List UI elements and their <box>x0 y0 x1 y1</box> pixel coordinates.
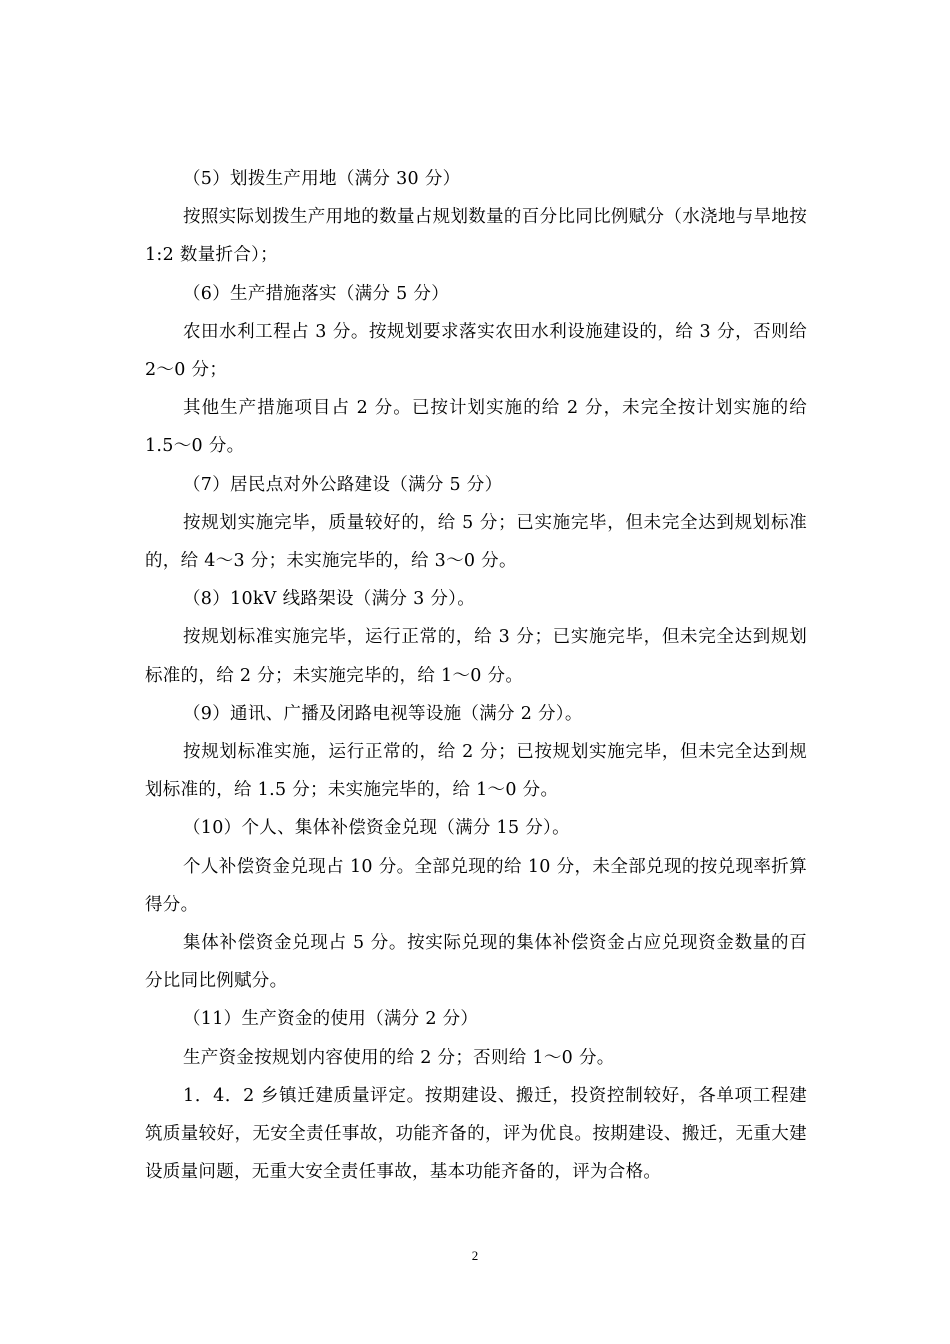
heading-item-5: （5）划拨生产用地（满分 30 分） <box>183 169 461 189</box>
paragraph: 按规划标准实施，运行正常的，给 2 分；已按规划实施完毕，但未完全达到规划标准的，给 1.5 分；未实施完毕的，给 1～0 分。 <box>145 742 807 801</box>
paragraph: 农田水利工程占 3 分。按规划要求落实农田水利设施建设的，给 3 分，否则给 2～0 分； <box>145 321 807 381</box>
section-paragraph: 1．4．2 乡镇迁建质量评定。按期建设、搬迁，投资控制较好，各单项工程建筑质量较好，无安全责任事故，功能齐备的，评为优良。按期建设、搬迁，无重大建设质量问题，无重大安全责任事故，基本功能齐备的，评为合格。 <box>145 1085 807 1183</box>
heading-item-7: （7）居民点对外公路建设（满分 5 分） <box>183 474 503 495</box>
paragraph: 按照实际划拨生产用地的数量占规划数量的百分比同比例赋分（水浇地与旱地按 1:2 数量折合）； <box>145 207 807 266</box>
heading-item-9: （9）通讯、广播及闭路电视等设施（满分 2 分）。 <box>183 703 583 724</box>
paragraph: 其他生产措施项目占 2 分。已按计划实施的给 2 分，未完全按计划实施的给 1.5～0 分。 <box>145 398 807 457</box>
heading-item-11: （11）生产资金的使用（满分 2 分） <box>183 1009 479 1030</box>
paragraph: 生产资金按规划内容使用的给 2 分；否则给 1～0 分。 <box>183 1047 615 1068</box>
paragraph: 个人补偿资金兑现占 10 分。全部兑现的给 10 分，未全部兑现的按兑现率折算得分。 <box>145 856 807 915</box>
heading-item-8: （8）10kV 线路架设（满分 3 分）。 <box>183 589 476 610</box>
heading-item-6: （6）生产措施落实（满分 5 分） <box>183 283 449 304</box>
document-body <box>145 160 807 1191</box>
heading-item-10: （10）个人、集体补偿资金兑现（满分 15 分）。 <box>183 818 570 839</box>
paragraph: 按规划标准实施完毕，运行正常的，给 3 分；已实施完毕，但未完全达到规划标准的，给 2 分；未实施完毕的，给 1～0 分。 <box>145 627 807 686</box>
page-number: 2 <box>471 1248 479 1263</box>
paragraph: 集体补偿资金兑现占 5 分。按实际兑现的集体补偿资金占应兑现资金数量的百分比同比例赋分。 <box>145 933 807 992</box>
paragraph: 按规划实施完毕，质量较好的，给 5 分；已实施完毕，但未完全达到规划标准的，给 4～3 分；未实施完毕的，给 3～0 分。 <box>145 512 807 572</box>
